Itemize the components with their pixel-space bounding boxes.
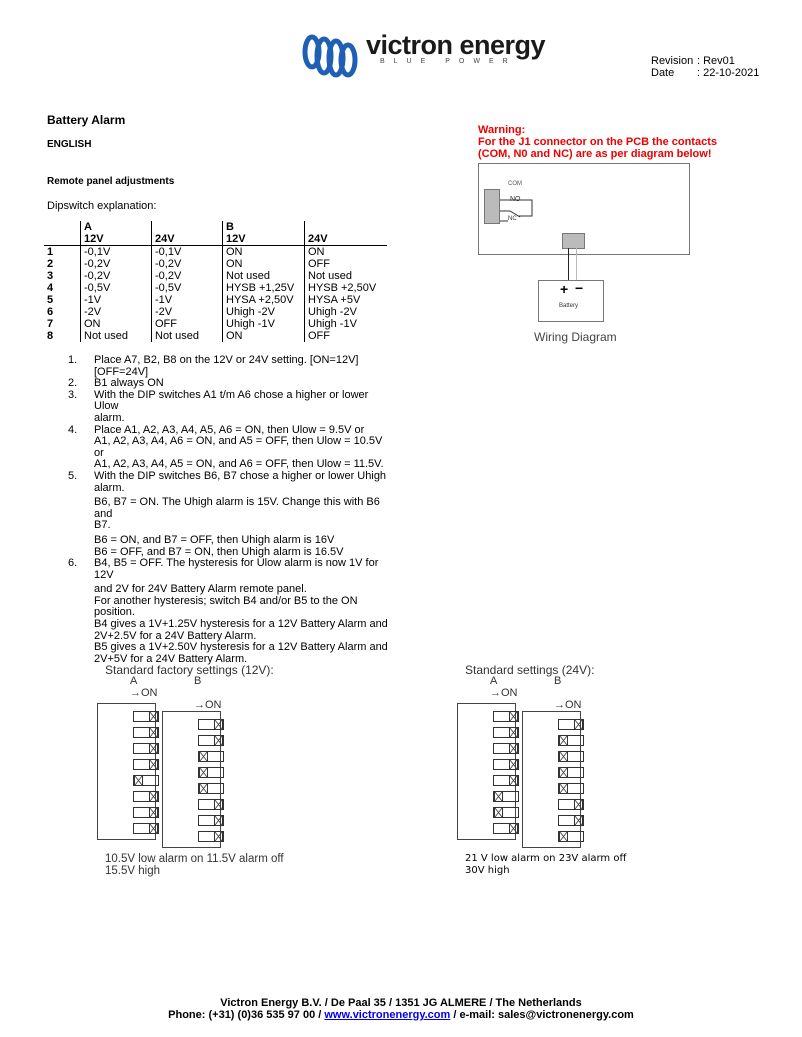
dip-switch-on[interactable] (493, 711, 519, 722)
list-item (44, 471, 394, 558)
nc-label: NC (508, 216, 517, 222)
table-cell: Uhigh -1V (223, 318, 305, 330)
table-cell: -1V (81, 294, 152, 306)
switch-knob-icon (494, 808, 503, 817)
dip-switch-off[interactable] (558, 735, 584, 746)
table-cell: -0,2V (152, 258, 223, 270)
list-line: 2V+5V for a 24V Battery Alarm. (94, 652, 248, 665)
switch-knob-icon (509, 824, 518, 833)
list-item (44, 355, 394, 378)
list-line: [OFF=24V] (94, 365, 149, 378)
dip-title: Standard settings (24V): (465, 663, 595, 677)
table-cell: Uhigh -2V (223, 306, 305, 318)
dip-caption: 21 V low alarm on 23V alarm off (465, 853, 627, 864)
plus-sign: + (560, 281, 569, 297)
dip-switch-on[interactable] (198, 719, 224, 730)
warning-title: Warning: (478, 124, 526, 136)
logo-tagline: BLUE POWER (380, 58, 517, 65)
dip-switch-off[interactable] (558, 767, 584, 778)
dip-switch-on[interactable] (133, 711, 159, 722)
revision-label: Revision (651, 55, 694, 67)
switch-knob-icon (214, 832, 223, 841)
dip-caption: 15.5V high (105, 865, 160, 877)
switch-knob-icon (214, 816, 223, 825)
dip-switch-off[interactable] (493, 791, 519, 802)
dip-switch-on[interactable] (493, 823, 519, 834)
switch-knob-icon (149, 760, 158, 769)
on-direction-b: →ON (554, 699, 582, 711)
footer-address: Victron Energy B.V. / De Paal 35 / 1351 JG ALMERE / The Netherlands (220, 997, 582, 1009)
col-header: 12V (81, 233, 152, 246)
table-cell: Not used (223, 270, 305, 282)
on-direction-b: →ON (194, 699, 222, 711)
dip-diagram-12v (90, 660, 290, 880)
bank-b-label: B (194, 675, 202, 687)
table-row (44, 282, 387, 294)
table-row (44, 330, 387, 342)
switch-knob-icon (559, 736, 568, 745)
footer-phone: Phone: (+31) (0)36 535 97 00 / (168, 1009, 325, 1021)
no-label: NO (510, 196, 521, 203)
dip-caption: 10.5V low alarm on 11.5V alarm off (105, 853, 284, 865)
battery-box (538, 280, 604, 322)
table-cell: -0,5V (152, 282, 223, 294)
table-cell: Not used (305, 270, 388, 282)
dip-diagram-24v (450, 660, 650, 880)
on-direction-a: →ON (130, 687, 158, 699)
website-link[interactable]: www.victronenergy.com (324, 1009, 451, 1021)
table-cell: ON (223, 246, 305, 259)
table-cell: -0,2V (152, 270, 223, 282)
list-number: 5. (68, 469, 78, 482)
dip-bank-a (457, 703, 516, 840)
table-cell: OFF (305, 258, 388, 270)
row-number: 3 (47, 270, 54, 282)
dip-bank-a (97, 703, 156, 840)
switch-knob-icon (574, 720, 583, 729)
table-cell: ON (81, 318, 152, 330)
table-cell: -2V (152, 306, 223, 318)
dip-switch-on[interactable] (198, 815, 224, 826)
dip-switch-off[interactable] (493, 807, 519, 818)
list-line: A1, A2, A3, A4, A6 = ON, and A5 = OFF, then Ulow = 10.5V or (94, 435, 383, 459)
list-item (44, 425, 394, 471)
warning-block (478, 124, 717, 160)
section-heading: Remote panel adjustments (47, 176, 175, 187)
table-cell: -0,5V (81, 282, 152, 294)
table-cell: -0,1V (81, 246, 152, 259)
table-row (44, 294, 387, 306)
dip-switch-off[interactable] (198, 751, 224, 762)
switch-knob-icon (509, 776, 518, 785)
table-cell: HYSB +2,50V (305, 282, 388, 294)
table-cell: ON (223, 330, 305, 342)
victron-logo (300, 30, 546, 85)
dip-switch-on[interactable] (493, 727, 519, 738)
switch-knob-icon (559, 752, 568, 761)
dip-bank-b (522, 711, 581, 848)
dip-switch-on[interactable] (133, 759, 159, 770)
switch-knob-icon (214, 736, 223, 745)
list-line: alarm. (94, 411, 125, 424)
dip-switch-off[interactable] (133, 775, 159, 786)
switch-knob-icon (199, 752, 208, 761)
com-label: COM (508, 181, 522, 187)
bank-a-label: A (490, 675, 498, 687)
table-cell: -0,2V (81, 270, 152, 282)
table-cell: HYSA +5V (305, 294, 388, 306)
revision-value: : Rev01 (697, 55, 735, 67)
table-cell: ON (223, 258, 305, 270)
row-number: 1 (47, 246, 54, 258)
dip-switch-on[interactable] (493, 759, 519, 770)
date-value: : 22-10-2021 (697, 67, 760, 79)
table-cell: OFF (152, 318, 223, 330)
date-label: Date (651, 67, 675, 79)
col-header: 24V (152, 233, 223, 246)
list-number: 1. (68, 354, 78, 366)
list-item (44, 558, 394, 665)
col-header: 12V (223, 233, 305, 246)
footer-email: / e-mail: sales@victronenergy.com (450, 1009, 634, 1021)
dip-switch-off[interactable] (558, 831, 584, 842)
switch-knob-icon (199, 768, 208, 777)
list-line: A1, A2, A3, A4, A5 = ON, and A6 = OFF, then Ulow = 11.5V. (94, 458, 384, 471)
switch-knob-icon (149, 728, 158, 737)
dipswitch-intro: Dipswitch explanation: (47, 200, 157, 212)
switch-knob-icon (214, 800, 223, 809)
list-line: Place A7, B2, B8 on the 12V or 24V setting. [ON=12V] (94, 354, 359, 366)
switch-knob-icon (199, 784, 208, 793)
row-number: 2 (47, 258, 54, 270)
list-line: B4 gives a 1V+1.25V hysteresis for a 12V Battery Alarm and (94, 618, 388, 631)
list-line: With the DIP switches A1 t/m A6 chose a higher or lower Ulow (94, 388, 369, 413)
switch-knob-icon (149, 712, 158, 721)
switch-knob-icon (214, 720, 223, 729)
table-cell: HYSA +2,50V (223, 294, 305, 306)
table-row (44, 270, 387, 282)
instruction-list (44, 355, 394, 665)
row-number: 8 (47, 330, 54, 342)
dip-switch-on[interactable] (198, 735, 224, 746)
switch-knob-icon (574, 800, 583, 809)
row-number: 7 (47, 318, 54, 330)
list-line: B1 always ON (94, 377, 164, 390)
switch-knob-icon (509, 712, 518, 721)
dip-switch-off[interactable] (558, 751, 584, 762)
dip-switch-off[interactable] (198, 767, 224, 778)
switch-knob-icon (574, 816, 583, 825)
warning-line: For the J1 connector on the PCB the contacts (478, 136, 717, 148)
bank-a-label: A (130, 675, 138, 687)
dip-switch-off[interactable] (198, 783, 224, 794)
dip-switch-on[interactable] (493, 775, 519, 786)
on-direction-a: →ON (490, 687, 518, 699)
list-line: B6 = ON, and B7 = OFF, then Uhigh alarm is 16V (94, 533, 335, 546)
switch-knob-icon (494, 792, 503, 801)
switch-knob-icon (559, 768, 568, 777)
minus-sign: − (575, 280, 584, 296)
dip-switch-on[interactable] (133, 791, 159, 802)
positive-wire (568, 248, 569, 280)
dip-switch-on[interactable] (133, 743, 159, 754)
dip-switch-on[interactable] (558, 815, 584, 826)
battery-label: Battery (559, 303, 579, 309)
logo-coil-icon (300, 32, 362, 80)
warning-line: (COM, N0 and NC) are as per diagram below! (478, 148, 712, 160)
dip-switch-on[interactable] (198, 831, 224, 842)
dip-switch-on[interactable] (133, 807, 159, 818)
switch-knob-icon (149, 792, 158, 801)
dip-switch-on[interactable] (558, 719, 584, 730)
dip-switch-on[interactable] (198, 799, 224, 810)
table-cell: OFF (305, 330, 388, 342)
dip-caption: 30V high (465, 865, 510, 876)
list-line: alarm. (94, 481, 125, 494)
list-number: 4. (68, 423, 78, 436)
dipswitch-table (44, 221, 387, 342)
list-line: B6 = OFF, and B7 = ON, then Uhigh alarm is 16.5V (94, 545, 344, 558)
dip-switch-on[interactable] (493, 743, 519, 754)
switch-knob-icon (149, 808, 158, 817)
switch-knob-icon (149, 824, 158, 833)
switch-knob-icon (509, 760, 518, 769)
power-terminal-icon (562, 233, 585, 249)
col-header: 24V (305, 233, 388, 246)
table-cell: Uhigh -2V (305, 306, 388, 318)
row-number: 4 (47, 282, 54, 294)
switch-knob-icon (509, 728, 518, 737)
list-line: Place A1, A2, A3, A4, A5, A6 = ON, then Ulow = 9.5V or (94, 423, 365, 436)
list-line: With the DIP switches B6, B7 chose a higher or lower Uhigh (94, 469, 387, 482)
row-number: 6 (47, 306, 54, 318)
list-number: 6. (68, 557, 78, 570)
dip-switch-off[interactable] (558, 783, 584, 794)
page-title: Battery Alarm (47, 113, 126, 127)
list-line: B5 gives a 1V+2.50V hysteresis for a 12V Battery Alarm and (94, 641, 388, 654)
list-line: B4, B5 = OFF. The hysteresis for Ulow alarm is now 1V for 12V (94, 557, 379, 581)
group-header-a: A (81, 221, 152, 233)
list-line: B7. (94, 519, 111, 532)
language-label: ENGLISH (47, 139, 92, 150)
list-number: 2. (68, 377, 78, 390)
list-item (44, 390, 394, 425)
dip-switch-on[interactable] (133, 727, 159, 738)
dip-bank-b (162, 711, 221, 848)
table-row (44, 306, 387, 318)
list-line: and 2V for 24V Battery Alarm remote panel. (94, 583, 307, 596)
wiring-diagram-caption: Wiring Diagram (534, 330, 617, 344)
table-row (44, 246, 387, 259)
bank-b-label: B (554, 675, 562, 687)
table-cell: -0,1V (152, 246, 223, 259)
switch-knob-icon (509, 744, 518, 753)
table-cell: HYSB +1,25V (223, 282, 305, 294)
group-header-b: B (223, 221, 305, 233)
list-line: For another hysteresis; switch B4 and/or B5 to the ON position. (94, 594, 358, 619)
switch-knob-icon (149, 744, 158, 753)
list-number: 3. (68, 388, 78, 401)
table-row (44, 318, 387, 330)
dip-title: Standard factory settings (12V): (105, 663, 274, 677)
dip-switch-on[interactable] (133, 823, 159, 834)
list-line: B6, B7 = ON. The Uhigh alarm is 15V. Change this with B6 and (94, 496, 380, 520)
footer-contact (0, 1009, 802, 1021)
row-number: 5 (47, 294, 54, 306)
table-cell: -0,2V (81, 258, 152, 270)
table-cell: -2V (81, 306, 152, 318)
table-row (44, 258, 387, 270)
logo-text: victron energy (366, 30, 546, 60)
list-line: 2V+2.5V for a 24V Battery Alarm. (94, 629, 257, 642)
switch-knob-icon (559, 832, 568, 841)
table-cell: Not used (81, 330, 152, 342)
table-cell: -1V (152, 294, 223, 306)
switch-knob-icon (559, 784, 568, 793)
table-cell: ON (305, 246, 388, 259)
table-cell: Not used (152, 330, 223, 342)
negative-wire (576, 248, 577, 280)
switch-knob-icon (134, 776, 143, 785)
table-cell: Uhigh -1V (305, 318, 388, 330)
dip-switch-on[interactable] (558, 799, 584, 810)
